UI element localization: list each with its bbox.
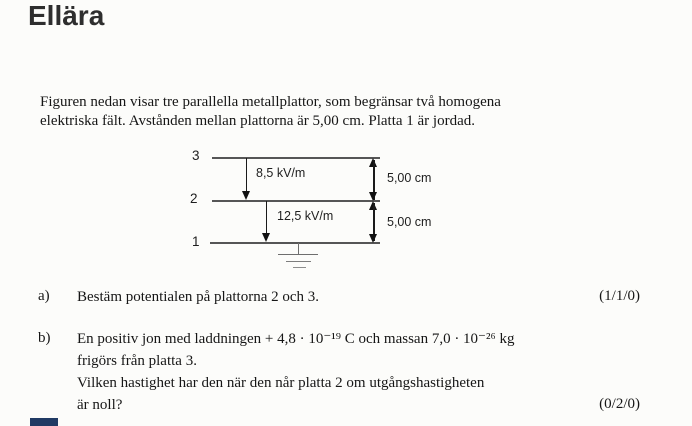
- intro-line-1: Figuren nedan visar tre parallella metallplattor, som begränsar två homogena: [40, 94, 501, 110]
- partial-bottom-element: [30, 418, 58, 426]
- question-b-line-1: En positiv jon med laddningen + 4,8 · 10⁻¹⁹ C och massan 7,0 · 10⁻²⁶ kg: [77, 331, 515, 347]
- question-a-marker: a): [38, 288, 50, 304]
- question-b-marker: b): [38, 330, 51, 346]
- field-strength-lower-label: 12,5 kV/m: [277, 209, 334, 223]
- question-a-text: Bestäm potentialen på plattorna 2 och 3.: [77, 289, 320, 305]
- plate-3-label: 3: [192, 148, 200, 163]
- question-b-line-4: är noll?: [77, 397, 123, 413]
- plate-3-line: [212, 157, 380, 159]
- plate-2-line: [212, 200, 380, 202]
- distance-upper-label: 5,00 cm: [387, 171, 432, 185]
- field-strength-upper-label: 8,5 kV/m: [256, 166, 306, 180]
- question-a-points-badge: (1/1/0): [599, 288, 640, 304]
- plate-2-label: 2: [190, 191, 198, 206]
- plate-1-line: [210, 242, 380, 244]
- plate-1-label: 1: [192, 234, 200, 249]
- intro-line-2: elektriska fält. Avstånden mellan plattorna är 5,00 cm. Platta 1 är jordad.: [40, 113, 475, 129]
- question-b-points-badge: (0/2/0): [599, 396, 640, 412]
- page-title: Ellära: [28, 0, 105, 31]
- question-b-line-3: Vilken hastighet har den när den når platta 2 om utgångshastigheten: [77, 375, 485, 391]
- distance-lower-label: 5,00 cm: [387, 215, 432, 229]
- question-b-line-2: frigörs från platta 3.: [77, 353, 197, 369]
